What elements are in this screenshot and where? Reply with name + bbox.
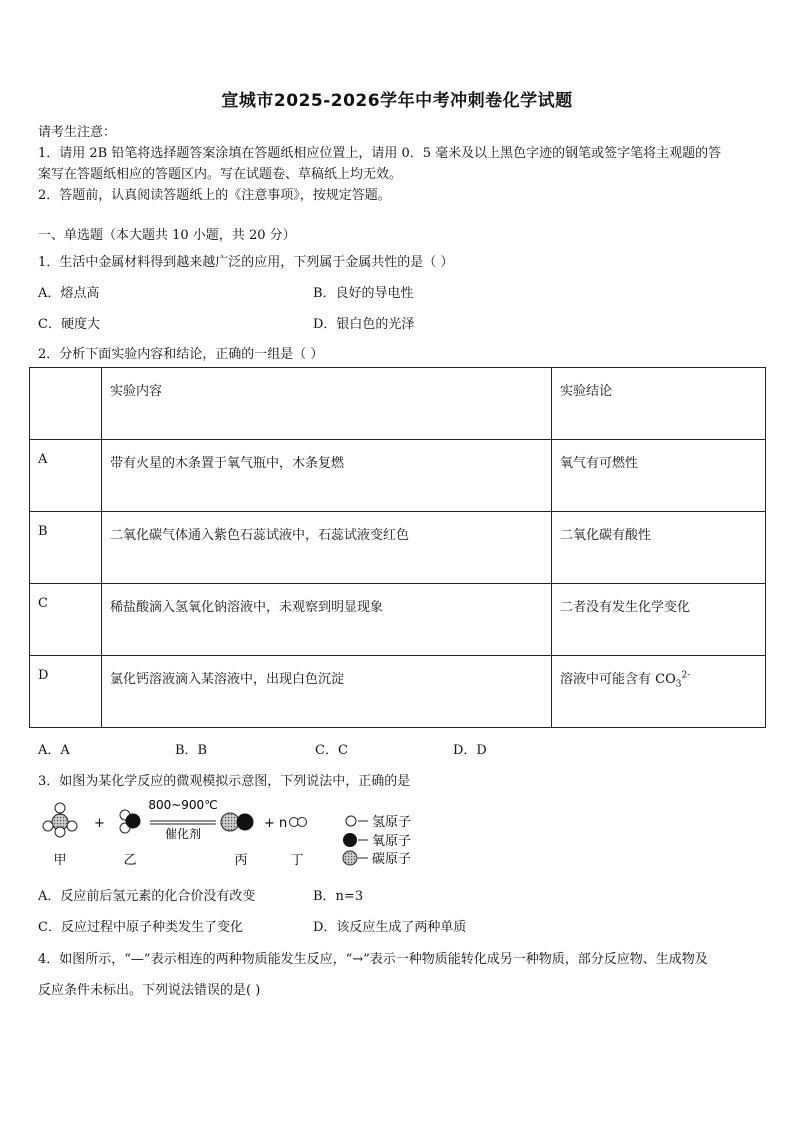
plus-n: + n xyxy=(264,816,288,831)
question-2-option-b: B．B xyxy=(175,743,208,758)
row-conclusion: 氧气有可燃性 xyxy=(552,440,766,512)
legend-carbon: 碳原子 xyxy=(372,852,412,867)
label-ding: 丁 xyxy=(290,853,304,868)
question-2-option-a: A．A xyxy=(38,743,70,758)
row-label: B xyxy=(30,512,102,584)
question-4-line-1: 4．如图所示，“—”表示相连的两种物质能发生反应，“→”表示一种物质能转化成另一种物质，部分反应物、生成物及 xyxy=(38,952,708,967)
legend-oxygen: 氧原子 xyxy=(372,834,412,849)
methane-molecule xyxy=(43,803,77,837)
hydrogen-legend-icon xyxy=(346,816,356,826)
label-bing: 丙 xyxy=(234,853,248,868)
hydrogen-molecule xyxy=(290,818,307,827)
row-conclusion: 二氧化碳有酸性 xyxy=(552,512,766,584)
carbon-legend-icon xyxy=(343,851,357,865)
question-3-option-a: A．反应前后氢元素的化合价没有改变 xyxy=(38,889,256,904)
legend-hydrogen: 氢原子 xyxy=(372,815,412,830)
row-conclusion xyxy=(552,656,766,728)
question-4-line-2: 反应条件未标出。下列说法错误的是( ) xyxy=(38,983,261,998)
question-1-stem: 1．生活中金属材料得到越来越广泛的应用，下列属于金属共性的是（ ） xyxy=(38,255,454,270)
water-molecule xyxy=(120,810,140,833)
row-content: 稀盐酸滴入氢氧化钠溶液中，未观察到明显现象 xyxy=(102,584,552,656)
plus-sign: + xyxy=(94,816,105,831)
carbon-monoxide-molecule xyxy=(221,813,253,831)
atom-legend xyxy=(343,815,411,867)
question-3-option-d: D．该反应生成了两种单质 xyxy=(313,920,467,935)
experiment-table xyxy=(29,367,766,728)
conclusion-superscript: 2- xyxy=(681,670,691,681)
table-header-row xyxy=(30,368,766,440)
table-header-cell: 实验内容 xyxy=(102,368,552,440)
reaction-diagram xyxy=(38,798,438,870)
page-title: 宣城市2025-2026学年中考冲刺卷化学试题 xyxy=(221,91,573,111)
conclusion-subscript: 3 xyxy=(675,679,682,690)
notice-item-2: 2．答题前，认真阅读答题纸上的《注意事项》，按规定答题。 xyxy=(38,188,391,203)
row-label: D xyxy=(30,656,102,728)
reaction-catalyst: 催化剂 xyxy=(164,827,202,841)
table-header-cell: 实验结论 xyxy=(552,368,766,440)
question-1-option-b: B．良好的导电性 xyxy=(313,286,414,301)
section-heading: 一、单选题（本大题共 10 小题，共 20 分） xyxy=(38,228,296,243)
question-2-option-d: D．D xyxy=(453,743,487,758)
table-row xyxy=(30,440,766,512)
question-2-option-c: C．C xyxy=(315,743,348,758)
row-label: A xyxy=(30,440,102,512)
question-1-option-d: D．银白色的光泽 xyxy=(313,317,415,332)
question-3-option-b: B．n=3 xyxy=(313,889,364,904)
row-content: 二氧化碳气体通入紫色石蕊试液中，石蕊试液变红色 xyxy=(102,512,552,584)
oxygen-legend-icon xyxy=(343,833,357,847)
question-3-stem: 3．如图为某化学反应的微观模拟示意图，下列说法中，正确的是 xyxy=(38,774,411,789)
question-2-stem: 2．分析下面实验内容和结论，正确的一组是（ ） xyxy=(38,347,324,362)
notice-item-1-line-2: 案写在答题纸相应的答题区内。写在试题卷、草稿纸上均无效。 xyxy=(38,167,403,182)
table-header-cell xyxy=(30,368,102,440)
table-row xyxy=(30,656,766,728)
row-label: C xyxy=(30,584,102,656)
label-yi: 乙 xyxy=(123,853,137,868)
question-1-option-a: A．熔点高 xyxy=(38,286,100,301)
table-row xyxy=(30,584,766,656)
table-row xyxy=(30,512,766,584)
conclusion-text: 溶液中可能含有 CO xyxy=(560,672,676,687)
notice-item-1-line-1: 1．请用 2B 铅笔将选择题答案涂填在答题纸相应位置上，请用 0．5 毫米及以上黑色字迹的钢笔或签字笔将主观题的答 xyxy=(38,146,722,161)
notice-heading: 请考生注意： xyxy=(38,125,117,140)
row-content: 带有火星的木条置于氧气瓶中，木条复燃 xyxy=(102,440,552,512)
question-1-option-c: C．硬度大 xyxy=(38,317,100,332)
question-3-option-c: C．反应过程中原子种类发生了变化 xyxy=(38,920,243,935)
row-conclusion: 二者没有发生化学变化 xyxy=(552,584,766,656)
label-jia: 甲 xyxy=(53,853,67,868)
reaction-temperature: 800~900℃ xyxy=(148,798,218,812)
row-content: 氯化钙溶液滴入某溶液中，出现白色沉淀 xyxy=(102,656,552,728)
